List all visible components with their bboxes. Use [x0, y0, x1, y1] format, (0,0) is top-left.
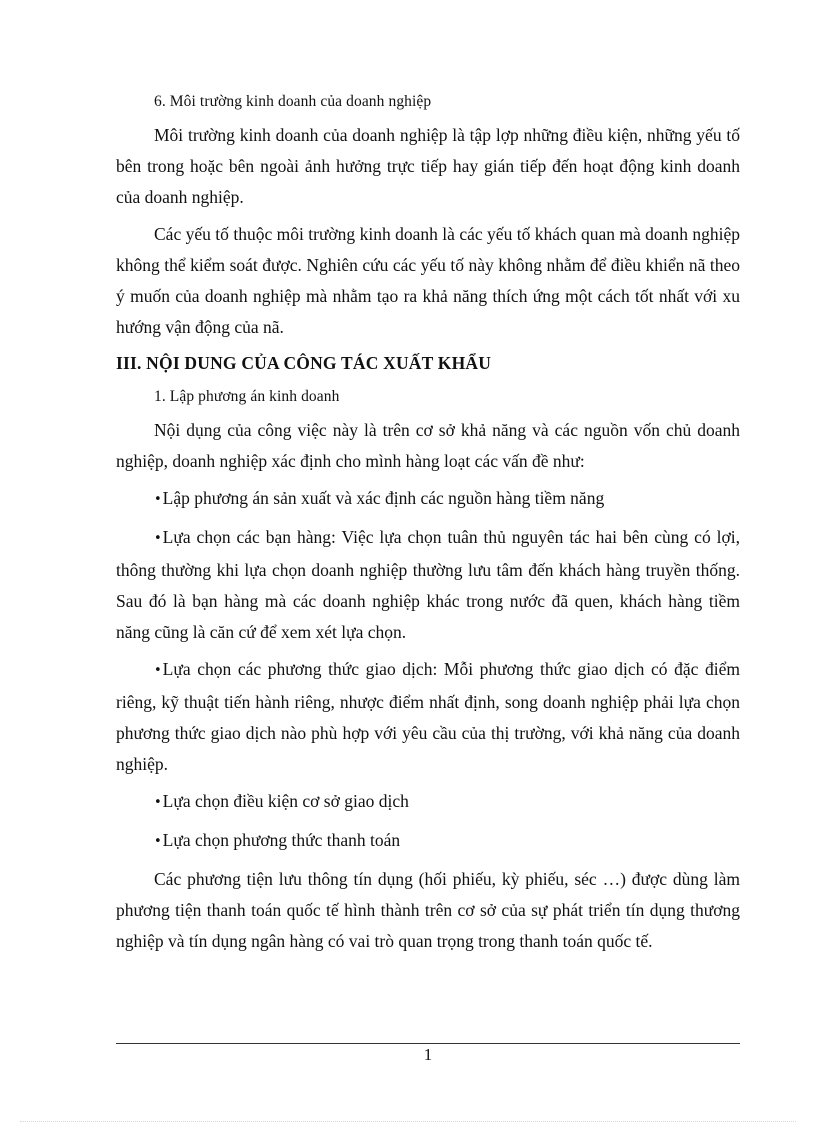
page-edge-dotted-line — [20, 1121, 796, 1122]
bullet-text: Lựa chọn các bạn hàng: Việc lựa chọn tuân thủ nguyên tác hai bên cùng có lợi, thông thường khi lựa chọn doanh nghiệp thường lưu tâm đến khách hàng truyền thống. Sau đó là bạn hàng mà các doanh nghiệp khác trong nước đã quen, khách hàng tiềm năng cũng là căn cứ để xem xét lựa chọn. — [116, 527, 740, 642]
bullet-icon: • — [154, 531, 162, 546]
bullet-text: Lựa chọn các phương thức giao dịch: Mỗi phương thức giao dịch có đặc điểm riêng, kỹ thuật tiến hành riêng, nhược điểm nhất định, song doanh nghiệp phải lựa chọn phương thức giao dịch nào phù hợp với yêu cầu của thị trường, với khả năng của doanh nghiệp. — [116, 659, 740, 774]
bullet-icon: • — [154, 834, 162, 849]
section-3-heading: III. NỘI DUNG CỦA CÔNG TÁC XUẤT KHẨU — [116, 353, 492, 373]
page-number: 1 — [423, 1045, 433, 1064]
page-body — [116, 90, 740, 963]
bullet-icon: • — [154, 492, 162, 507]
paragraph-business-environment-factors: Các yếu tố thuộc môi trường kinh doanh là các yếu tố khách quan mà doanh nghiệp không thể kiểm soát được. Nghiên cứu các yếu tố này không nhằm để điều khiển nã theo ý muốn của doanh nghiệp mà nhằm tạo ra khả năng thích ứng một cách tốt nhất với xu hướng vận động của nã. — [116, 224, 740, 337]
bullet-item-production-plan — [116, 483, 740, 516]
bullet-icon: • — [154, 663, 162, 678]
paragraph-intro: Nội dụng của công việc này là trên cơ sở khả năng và các nguồn vốn chủ doanh nghiệp, doanh nghiệp xác định cho mình hàng loạt các vấn đề như: — [116, 420, 740, 471]
paragraph-credit-instruments: Các phương tiện lưu thông tín dụng (hối phiếu, kỳ phiếu, séc …) được dùng làm phương tiện thanh toán quốc tế hình thành trên cơ sở của sự phát triển tín dụng thương nghiệp và tín dụng ngân hàng có vai trò quan trọng trong thanh toán quốc tế. — [116, 869, 740, 951]
bullet-item-transaction-conditions — [116, 786, 740, 819]
bullet-item-payment-methods — [116, 825, 740, 858]
bullet-text: Lập phương án sản xuất và xác định các nguồn hàng tiềm năng — [162, 488, 605, 508]
paragraph-business-environment-definition: Môi trường kinh doanh của doanh nghiệp là tập lợp những điều kiện, những yếu tố bên trong hoặc bên ngoài ảnh hưởng trực tiếp hay gián tiếp đến hoạt động kinh doanh của doanh nghiệp. — [116, 125, 740, 207]
bullet-icon: • — [154, 795, 162, 810]
footer-divider — [116, 1043, 740, 1044]
subsection-1-heading: 1. Lập phương án kinh doanh — [154, 388, 340, 405]
bullet-text: Lựa chọn điều kiện cơ sở giao dịch — [162, 791, 409, 811]
section-6-heading: 6. Môi trường kinh doanh của doanh nghiệp — [154, 93, 432, 110]
bullet-item-transaction-methods — [116, 654, 740, 780]
bullet-text: Lựa chọn phương thức thanh toán — [162, 830, 401, 850]
bullet-item-partners — [116, 522, 740, 648]
